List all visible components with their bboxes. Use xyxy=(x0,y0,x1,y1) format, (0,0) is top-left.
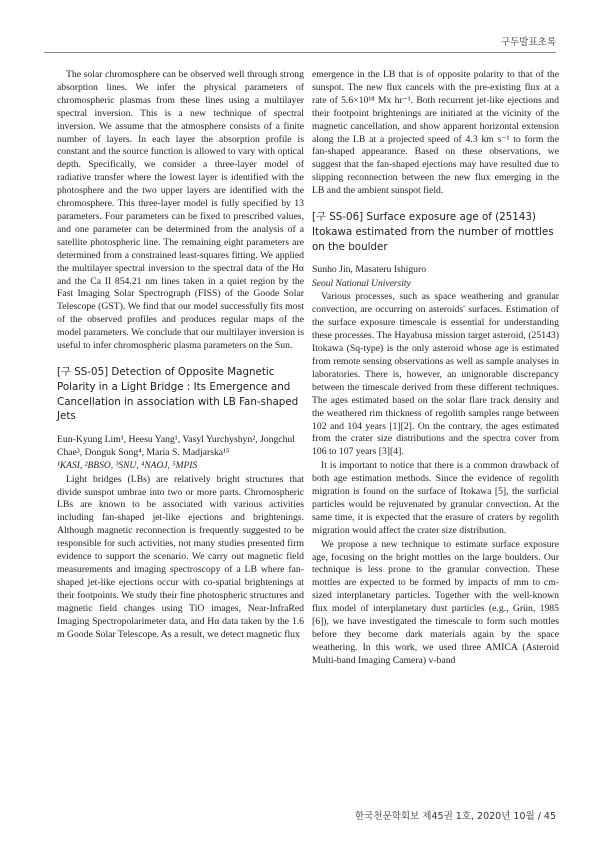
author-list-ss05: Eun-Kyung Lim¹, Heesu Yang¹, Vasyl Yurchyshyn², Jongchul Chae³, Donguk Song⁴, Maria S. Madjarska¹⁵ xyxy=(57,434,295,458)
affiliation-ss06: Seoul National University xyxy=(312,278,411,289)
right-column xyxy=(312,69,559,668)
page-footer-citation: 한국천문학회보 제45권 1호, 2020년 10월 / 45 xyxy=(355,811,556,822)
affiliation-list-ss05: ¹KASI, ²BBSO, ³SNU, ⁴NAOJ, ⁵MPIS xyxy=(57,461,198,472)
abstract-paragraph: Light bridges (LBs) are relatively bright structures that divide sunspot umbrae into two or more parts. Chromospheric LBs are known to be associated with various activities including fan-shaped jet-like ejections and brightenings. Although magnetic reconnection is frequently suggested to be responsible for such activities, not many studies presented firm evidence to support the scenario. We carry out magnetic field measurements and imaging spectroscopy of a LB where fan-shaped jet-like ejections occur with co-spatial brightenings at their footpoints. We study their fine photospheric structures and magnetic field changes using TiO images, Near-InfraRed Imaging Spectropolarimeter data, and Hα data taken by the 1.6 m Goode Solar Telescope. As a result, we detect magnetic flux xyxy=(57,473,304,640)
abstract-paragraph: We propose a new technique to estimate surface exposure age, focusing on the bright mottles on the large boulders. Our technique is less prone to the granular convection. These mottles are expected to be formed by impacts of mm to cm-sized interplanetary particles. Together with the well-known flux model of interplanetary dust particles (e.g., Grün, 1985 [6]), we have investigated the timescale to form such mottles before they become dark materials again by the space weathering. In this work, we used three AMICA (Asteroid Multi-band Imaging Camera) v-band xyxy=(312,538,559,666)
abstract-paragraph-continued: emergence in the LB that is of opposite polarity to that of the sunspot. The new flux cancels with the pre-existing flux at a rate of 5.6×10¹⁸ Mx hr⁻¹. Both recurrent jet-like ejections and their footpoint brightenings are initiated at the vicinity of the magnetic cancellation, and show apparent horizontal extension along the LB at a projected speed of 4.3 km s⁻¹ to form the fan-shaped appearance. Based on these observations, we suggest that the fan-shaped ejections may have resulted due to slipping reconnection between the new flux emerging in the LB and the ambient sunspot field. xyxy=(312,69,559,197)
header-divider xyxy=(44,52,556,53)
left-column xyxy=(57,69,304,641)
abstract-paragraph: Various processes, such as space weathering and granular convection, are occurring on asteroids' surfaces. Estimation of the surface exposure timescale is essential for understanding these processes. The Hayabusa mission target asteroid, (25143) Itokawa (Sq-type) is the only asteroid whose age is estimated from remote sensing observations as well as sample analyses in laboratories. There is, however, an unignorable discrepancy between the timescale derived from these different techniques. The ages estimated based on the solar flare track density and the weathered rim thickness of regolith samples range between 102 and 104 years [1][2]. On the contrary, the ages estimated from the crater size distributions and the spectra cover from 106 to 107 years [3][4]. xyxy=(312,291,559,458)
abstract-title-ss05: [구 SS-05] Detection of Opposite Magnetic Polarity in a Light Bridge : Its Emergence and Cancellation in association with LB Fan-shaped Jets xyxy=(57,365,299,423)
author-list-ss06: Sunho Jin, Masateru Ishiguro xyxy=(312,264,427,276)
journal-section-label: 구두발표초록 xyxy=(500,37,556,48)
abstract-paragraph: The solar chromosphere can be observed well through strong absorption lines. We infer the physical parameters of chromospheric plasmas from these lines using a multilayer spectral inversion. This is a new technique of spectral inversion. We assume that the atmosphere consists of a finite number of layers. In each layer the absorption profile is constant and the source function is allowed to vary with optical depth. Specifically, we consider a three-layer model of radiative transfer where the lowest layer is identified with the photosphere and the two upper layers are identified with the chromosphere. This three-layer model is fully specified by 13 parameters. Four parameters can be fixed to prescribed values, and one parameter can be determined from the analysis of a satellite photospheric line. The remaining eight parameters are determined from a constrained least-squares fitting. We applied the multilayer spectral inversion to the spectral data of the Hα and the Ca II 854.21 nm lines taken in a quiet region by the Fast Imaging Solar Spectrograph (FISS) of the Goode Solar Telescope (GST). We find that our model successfully fits most of the observed profiles and produces regular maps of the model parameters. We conclude that our multilayer inversion is useful to infer chromospheric plasma parameters on the Sun. xyxy=(57,69,304,352)
abstract-paragraph: It is important to notice that there is a common drawback of both age estimation methods. Since the evidence of regolith migration is found on the surface of Itokawa [5], the surficial particles would be rejuvenated by granular convection. At the same time, it is expected that the erasure of craters by regolith migration would affect the crater size distribution. xyxy=(312,460,559,536)
abstract-title-ss06: [구 SS-06] Surface exposure age of (25143) Itokawa estimated from the number of mottles on the boulder xyxy=(312,211,554,253)
